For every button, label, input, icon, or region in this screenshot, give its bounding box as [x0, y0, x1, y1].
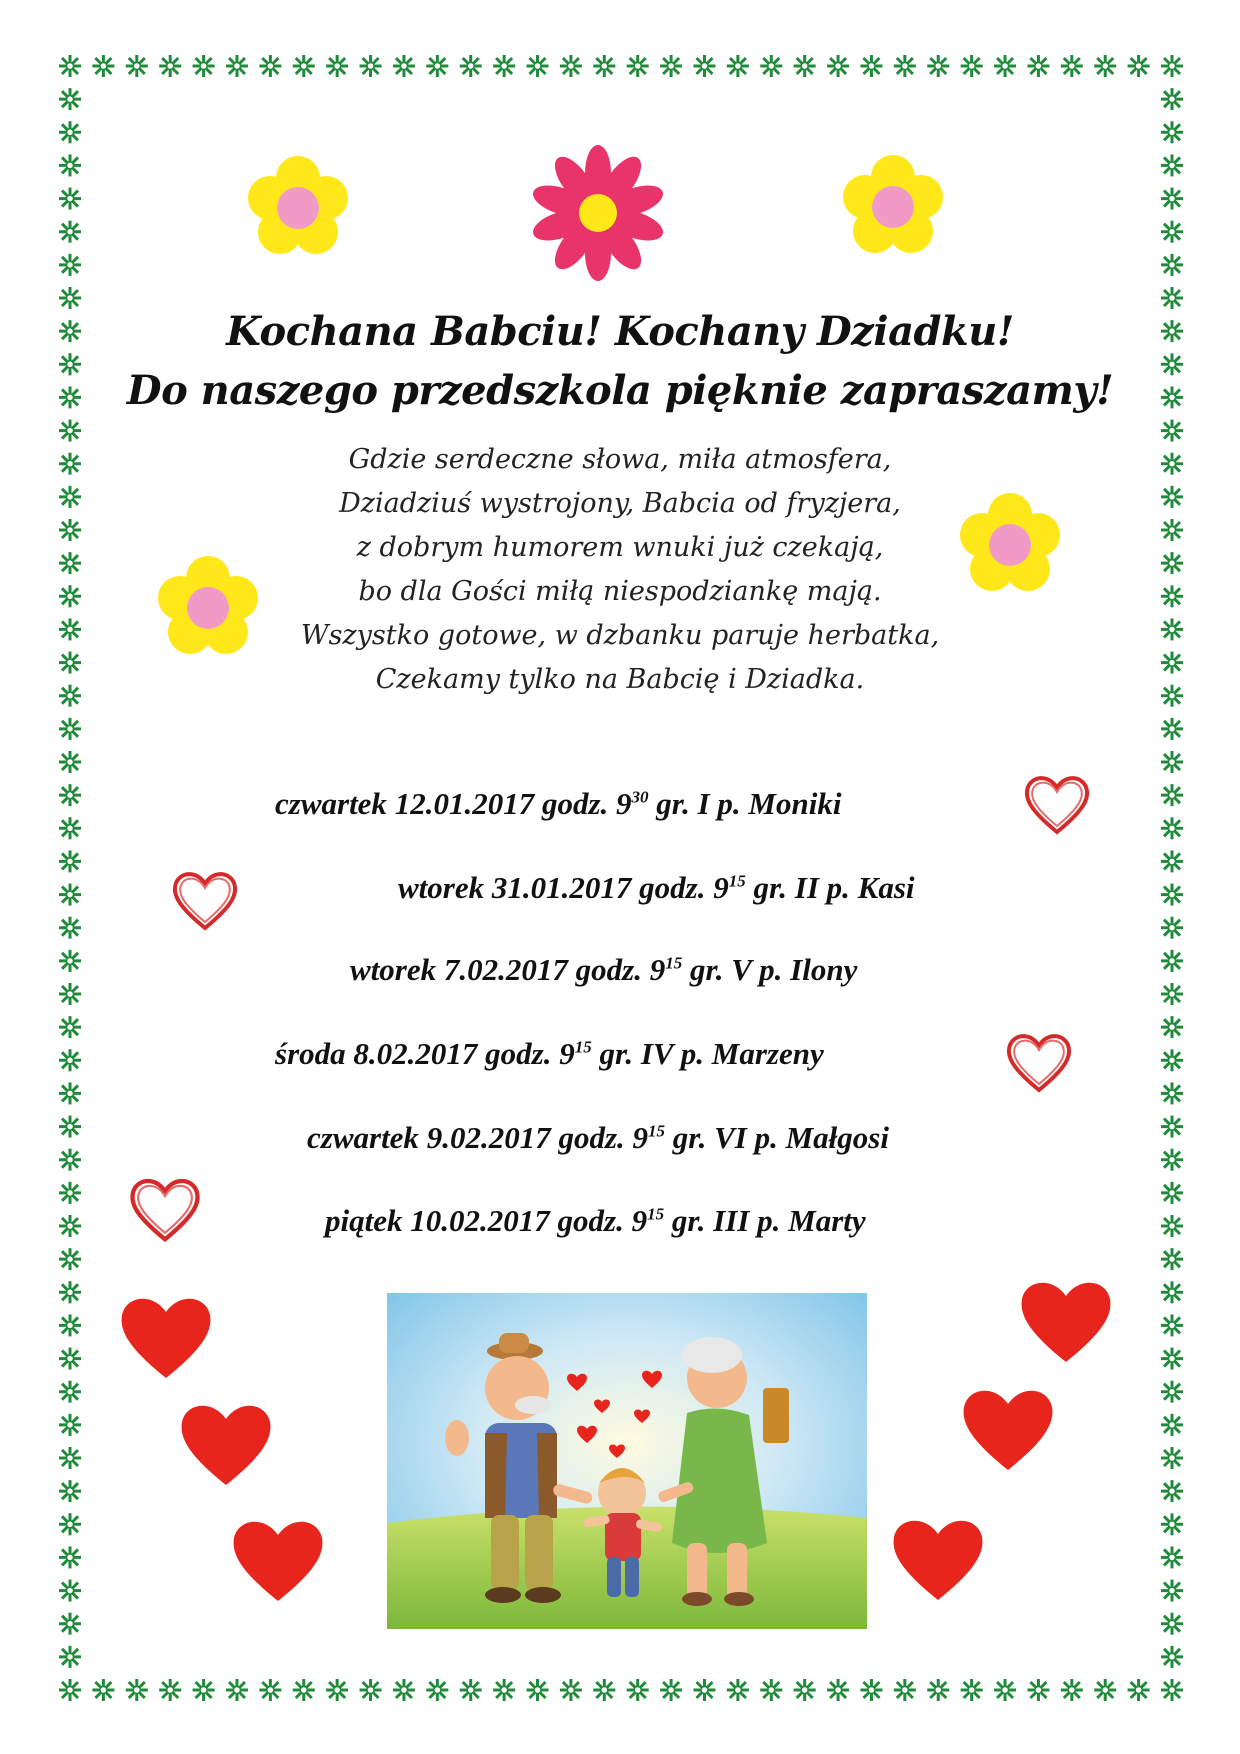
asterisk-border-icon	[59, 1016, 81, 1038]
asterisk-border-icon	[693, 55, 715, 77]
schedule-group: gr. III p. Marty	[671, 1203, 866, 1238]
asterisk-border-icon	[1128, 1679, 1150, 1701]
schedule-day: środa	[275, 1036, 346, 1071]
asterisk-border-icon	[59, 1049, 81, 1071]
asterisk-border-icon	[1161, 1116, 1183, 1138]
asterisk-border-icon	[59, 751, 81, 773]
schedule-hour: godz. 9	[541, 786, 632, 821]
asterisk-border-icon	[293, 55, 315, 77]
asterisk-border-icon	[259, 55, 281, 77]
asterisk-border-icon	[1161, 154, 1183, 176]
asterisk-border-icon	[326, 1679, 348, 1701]
schedule-minutes: 30	[631, 787, 649, 807]
asterisk-border-icon	[59, 154, 81, 176]
schedule-group: gr. II p. Kasi	[753, 870, 915, 905]
asterisk-border-icon	[560, 1679, 582, 1701]
heart-icon	[176, 1397, 276, 1489]
asterisk-border-icon	[393, 55, 415, 77]
asterisk-border-icon	[1161, 1049, 1183, 1071]
asterisk-border-icon	[693, 1679, 715, 1701]
poem-line: Czekamy tylko na Babcię i Dziadka.	[375, 664, 865, 695]
asterisk-border-icon	[961, 55, 983, 77]
asterisk-border-icon	[961, 1679, 983, 1701]
asterisk-border-icon	[159, 55, 181, 77]
asterisk-border-icon	[894, 55, 916, 77]
asterisk-border-icon	[59, 1480, 81, 1502]
heart-outline-icon	[1020, 770, 1094, 838]
asterisk-border-icon	[59, 254, 81, 276]
asterisk-border-icon	[1161, 88, 1183, 110]
schedule-item	[275, 786, 841, 822]
schedule-group: gr. V p. Ilony	[689, 952, 858, 987]
asterisk-border-icon	[59, 917, 81, 939]
heart-icon	[958, 1382, 1058, 1474]
heart-icon	[228, 1513, 328, 1605]
asterisk-border-icon	[760, 55, 782, 77]
poem-line: Gdzie serdeczne słowa, miła atmosfera,	[348, 444, 892, 475]
poem-line: z dobrym humorem wnuki już czekają,	[356, 532, 884, 563]
heart-outline-icon	[168, 866, 242, 934]
asterisk-border-icon	[59, 55, 81, 77]
asterisk-border-icon	[1161, 1348, 1183, 1370]
schedule-hour: godz. 9	[639, 870, 729, 905]
asterisk-border-icon	[1161, 55, 1183, 77]
asterisk-border-icon	[92, 1679, 114, 1701]
asterisk-border-icon	[760, 1679, 782, 1701]
asterisk-border-icon	[927, 55, 949, 77]
asterisk-border-icon	[59, 1546, 81, 1568]
asterisk-border-icon	[894, 1679, 916, 1701]
asterisk-border-icon	[593, 55, 615, 77]
asterisk-border-icon	[1161, 784, 1183, 806]
asterisk-border-icon	[1161, 1016, 1183, 1038]
page-title-line1: Kochana Babciu! Kochany Dziadku!	[226, 308, 1014, 355]
schedule-day: wtorek	[398, 870, 485, 905]
asterisk-border-icon	[59, 88, 81, 110]
schedule-day: czwartek	[275, 786, 387, 821]
asterisk-border-icon	[59, 784, 81, 806]
schedule-minutes: 15	[728, 871, 746, 891]
asterisk-border-icon	[193, 55, 215, 77]
asterisk-border-icon	[59, 1447, 81, 1469]
schedule-date: 8.02.2017	[353, 1036, 478, 1071]
asterisk-border-icon	[627, 55, 649, 77]
asterisk-border-icon	[827, 1679, 849, 1701]
asterisk-border-icon	[460, 55, 482, 77]
asterisk-border-icon	[593, 1679, 615, 1701]
schedule-date: 9.02.2017	[426, 1120, 551, 1155]
asterisk-border-icon	[259, 1679, 281, 1701]
asterisk-border-icon	[1161, 1480, 1183, 1502]
schedule-date: 12.01.2017	[394, 786, 535, 821]
asterisk-border-icon	[59, 121, 81, 143]
asterisk-border-icon	[59, 1679, 81, 1701]
asterisk-border-icon	[1161, 850, 1183, 872]
asterisk-border-icon	[460, 1679, 482, 1701]
asterisk-border-icon	[1161, 917, 1183, 939]
asterisk-border-icon	[1061, 55, 1083, 77]
schedule-day: piątek	[325, 1203, 403, 1238]
asterisk-border-icon	[1094, 55, 1116, 77]
asterisk-border-icon	[393, 1679, 415, 1701]
heart-outline-icon	[125, 1172, 205, 1246]
flower-icon	[838, 152, 948, 262]
asterisk-border-icon	[59, 850, 81, 872]
schedule-item	[350, 952, 857, 988]
asterisk-border-icon	[493, 1679, 515, 1701]
asterisk-border-icon	[1094, 1679, 1116, 1701]
asterisk-border-icon	[1161, 1248, 1183, 1270]
schedule-minutes: 15	[574, 1037, 592, 1057]
asterisk-border-icon	[226, 1679, 248, 1701]
asterisk-border-icon	[59, 188, 81, 210]
asterisk-border-icon	[326, 55, 348, 77]
asterisk-border-icon	[1161, 1082, 1183, 1104]
schedule-item	[275, 1036, 824, 1072]
asterisk-border-icon	[627, 1679, 649, 1701]
asterisk-border-icon	[59, 1646, 81, 1668]
heart-icon	[888, 1512, 988, 1604]
schedule-group: gr. I p. Moniki	[656, 786, 842, 821]
asterisk-border-icon	[1161, 1314, 1183, 1336]
asterisk-border-icon	[59, 1381, 81, 1403]
asterisk-border-icon	[1161, 1215, 1183, 1237]
asterisk-border-icon	[59, 718, 81, 740]
asterisk-border-icon	[59, 1613, 81, 1635]
asterisk-border-icon	[59, 420, 81, 442]
asterisk-border-icon	[1161, 1679, 1183, 1701]
asterisk-border-icon	[360, 55, 382, 77]
asterisk-border-icon	[1161, 1149, 1183, 1171]
asterisk-border-icon	[59, 1248, 81, 1270]
asterisk-border-icon	[59, 287, 81, 309]
schedule-day: wtorek	[350, 952, 437, 987]
schedule-date: 31.01.2017	[491, 870, 632, 905]
asterisk-border-icon	[527, 1679, 549, 1701]
asterisk-border-icon	[59, 1414, 81, 1436]
asterisk-border-icon	[59, 221, 81, 243]
schedule-hour: godz. 9	[575, 952, 666, 987]
asterisk-border-icon	[727, 1679, 749, 1701]
asterisk-border-icon	[794, 55, 816, 77]
asterisk-border-icon	[59, 1082, 81, 1104]
asterisk-border-icon	[1161, 983, 1183, 1005]
schedule-minutes: 15	[647, 1204, 665, 1224]
asterisk-border-icon	[426, 1679, 448, 1701]
flower-icon	[243, 153, 353, 263]
asterisk-border-icon	[1161, 287, 1183, 309]
asterisk-border-icon	[527, 55, 549, 77]
asterisk-border-icon	[126, 1679, 148, 1701]
asterisk-border-icon	[1161, 751, 1183, 773]
asterisk-border-icon	[59, 1215, 81, 1237]
asterisk-border-icon	[1161, 1447, 1183, 1469]
asterisk-border-icon	[59, 1513, 81, 1535]
asterisk-border-icon	[727, 55, 749, 77]
asterisk-border-icon	[59, 1580, 81, 1602]
schedule-date: 7.02.2017	[443, 952, 568, 987]
asterisk-border-icon	[493, 55, 515, 77]
asterisk-border-icon	[1161, 221, 1183, 243]
asterisk-border-icon	[1161, 1414, 1183, 1436]
asterisk-border-icon	[1128, 55, 1150, 77]
asterisk-border-icon	[92, 55, 114, 77]
asterisk-border-icon	[59, 1116, 81, 1138]
asterisk-border-icon	[994, 1679, 1016, 1701]
asterisk-border-icon	[660, 1679, 682, 1701]
asterisk-border-icon	[59, 1348, 81, 1370]
page-title-line2: Do naszego przedszkola pięknie zapraszamy!	[126, 367, 1114, 414]
asterisk-border-icon	[860, 55, 882, 77]
asterisk-border-icon	[1161, 254, 1183, 276]
asterisk-border-icon	[1161, 1646, 1183, 1668]
grandparents-illustration	[387, 1293, 867, 1629]
asterisk-border-icon	[193, 1679, 215, 1701]
asterisk-border-icon	[59, 817, 81, 839]
poem-line: Dziadziuś wystrojony, Babcia od fryzjera,	[339, 488, 901, 519]
asterisk-border-icon	[226, 55, 248, 77]
asterisk-border-icon	[126, 55, 148, 77]
asterisk-border-icon	[59, 1182, 81, 1204]
asterisk-border-icon	[827, 55, 849, 77]
schedule-group: gr. IV p. Marzeny	[599, 1036, 824, 1071]
asterisk-border-icon	[159, 1679, 181, 1701]
asterisk-border-icon	[1161, 718, 1183, 740]
schedule-item	[398, 870, 915, 906]
asterisk-border-icon	[1161, 420, 1183, 442]
asterisk-border-icon	[1161, 1613, 1183, 1635]
asterisk-border-icon	[360, 1679, 382, 1701]
schedule-group: gr. VI p. Małgosi	[672, 1120, 889, 1155]
asterisk-border-icon	[1027, 55, 1049, 77]
schedule-item	[325, 1203, 866, 1239]
asterisk-border-icon	[1061, 1679, 1083, 1701]
heart-icon	[116, 1290, 216, 1382]
asterisk-border-icon	[59, 1281, 81, 1303]
poem-line: bo dla Gości miłą niespodziankę mają.	[358, 576, 882, 607]
asterisk-border-icon	[660, 55, 682, 77]
heart-icon	[1016, 1274, 1116, 1366]
schedule-hour: godz. 9	[557, 1203, 648, 1238]
schedule-item	[307, 1120, 889, 1156]
asterisk-border-icon	[1161, 188, 1183, 210]
schedule-day: czwartek	[307, 1120, 419, 1155]
asterisk-border-icon	[927, 1679, 949, 1701]
poem-line: Wszystko gotowe, w dzbanku paruje herbatka,	[300, 620, 940, 651]
asterisk-border-icon	[1161, 1182, 1183, 1204]
asterisk-border-icon	[426, 55, 448, 77]
schedule-minutes: 15	[665, 953, 683, 973]
asterisk-border-icon	[1027, 1679, 1049, 1701]
asterisk-border-icon	[860, 1679, 882, 1701]
asterisk-border-icon	[560, 55, 582, 77]
asterisk-border-icon	[994, 55, 1016, 77]
heart-outline-icon	[1002, 1028, 1076, 1096]
asterisk-border-icon	[59, 1314, 81, 1336]
asterisk-border-icon	[794, 1679, 816, 1701]
asterisk-border-icon	[59, 983, 81, 1005]
asterisk-border-icon	[59, 950, 81, 972]
asterisk-border-icon	[1161, 1546, 1183, 1568]
asterisk-border-icon	[1161, 817, 1183, 839]
asterisk-border-icon	[1161, 121, 1183, 143]
asterisk-border-icon	[59, 884, 81, 906]
flower-icon	[528, 143, 668, 283]
schedule-date: 10.02.2017	[410, 1203, 550, 1238]
asterisk-border-icon	[1161, 884, 1183, 906]
asterisk-border-icon	[293, 1679, 315, 1701]
schedule-minutes: 15	[648, 1121, 666, 1141]
schedule-hour: godz. 9	[558, 1120, 649, 1155]
asterisk-border-icon	[1161, 1281, 1183, 1303]
asterisk-border-icon	[1161, 950, 1183, 972]
asterisk-border-icon	[1161, 1513, 1183, 1535]
asterisk-border-icon	[1161, 1580, 1183, 1602]
asterisk-border-icon	[59, 1149, 81, 1171]
schedule-hour: godz. 9	[485, 1036, 575, 1071]
asterisk-border-icon	[1161, 1381, 1183, 1403]
